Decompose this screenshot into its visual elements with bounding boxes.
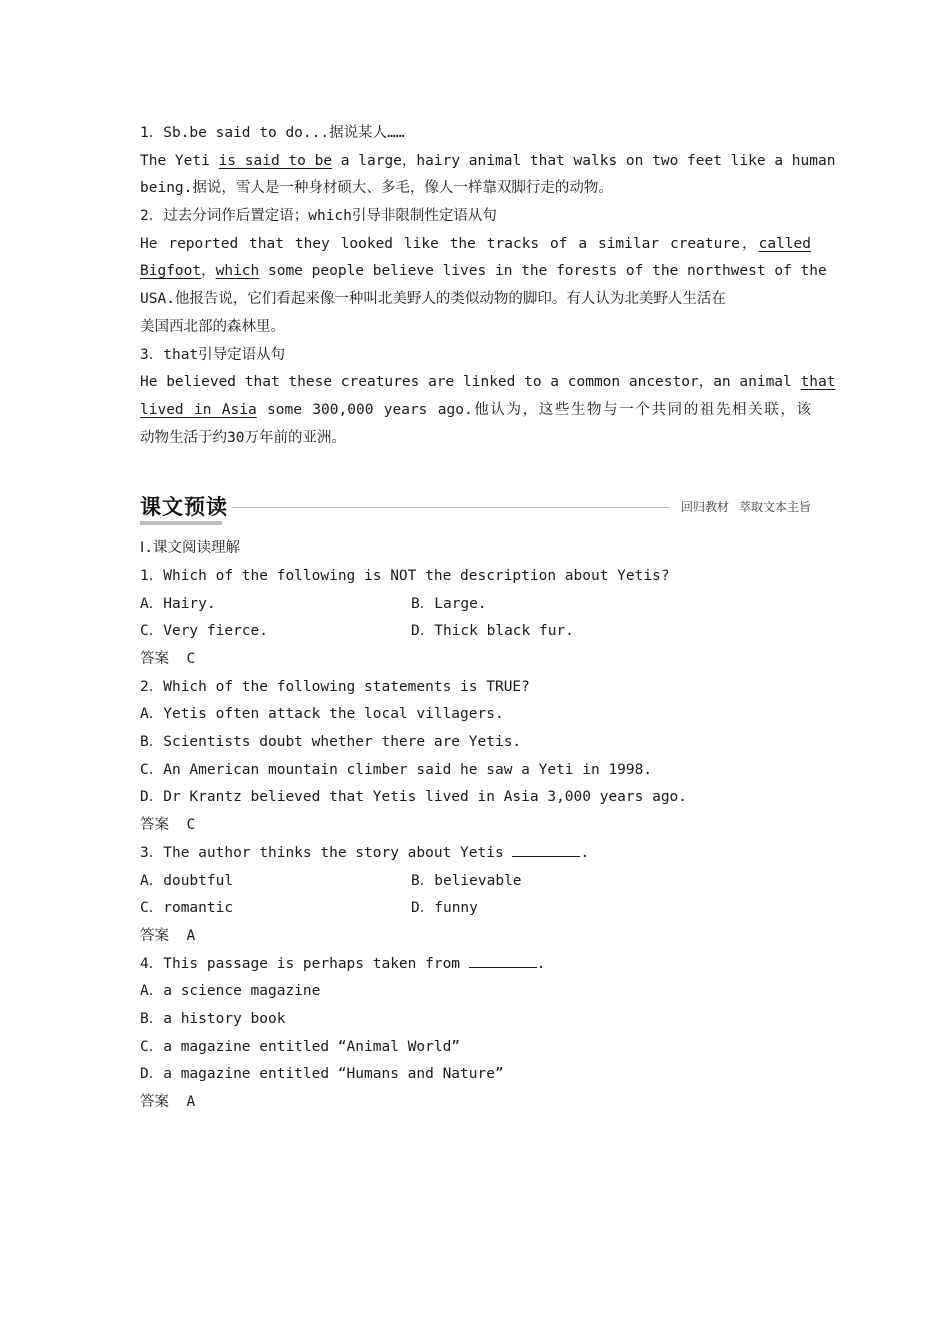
question-3-options-row-2 — [140, 895, 811, 923]
answer-label: 答案 — [140, 1094, 169, 1110]
underlined-phrase: called — [758, 235, 811, 252]
note-2-example-line-4: 美国西北部的森林里。 — [140, 318, 285, 335]
section-subtitle — [681, 498, 811, 515]
question-3-answer — [140, 923, 811, 951]
option-a: A．doubtful — [140, 872, 234, 889]
underlined-phrase: is said to be — [218, 152, 333, 169]
option-d: D．Thick black fur. — [411, 623, 574, 640]
question-1-options-row-1 — [140, 591, 811, 619]
option-c: C．romantic — [140, 900, 234, 917]
option-d: D．a magazine entitled “Humans and Nature” — [140, 1066, 504, 1083]
note-1-title: 1．Sb.be said to do...据说某人…… — [140, 125, 405, 141]
reading-heading: Ⅰ.课文阅读理解 — [140, 540, 241, 557]
text: 3．The author thinks the story about Yetis — [140, 844, 513, 861]
subtitle-part: 萃取文本主旨 — [738, 500, 811, 515]
note-1-example-line-1 — [140, 148, 836, 176]
note-3-title: 3．that引导定语从句 — [140, 346, 286, 363]
option-a: A．Yetis often attack the local villagers. — [140, 706, 504, 723]
text: a large，hairy animal that walks on two feet like a human — [332, 152, 836, 169]
content — [140, 120, 836, 1117]
question-1-stem: 1．Which of the following is NOT the description about Yetis? — [140, 567, 670, 584]
option-b: B．a history book — [140, 1010, 286, 1027]
question-2-stem: 2．Which of the following statements is TRUE? — [140, 678, 530, 695]
question-2-answer — [140, 812, 811, 840]
text: 4．This passage is perhaps taken from — [140, 955, 469, 972]
question-4-stem — [140, 951, 811, 979]
answer-label: 答案 — [140, 651, 169, 667]
question-3-stem — [140, 840, 811, 868]
underlined-phrase: lived in Asia — [140, 401, 257, 418]
section-divider — [232, 507, 669, 508]
note-2-title: 2．过去分词作后置定语；which引导非限制性定语从句 — [140, 208, 497, 225]
subtitle-part: 回归教材 — [680, 500, 729, 515]
text: . — [536, 955, 546, 972]
option-c: C．An American mountain climber said he saw a Yeti in 1998. — [140, 761, 653, 778]
answer-value: A — [186, 1094, 196, 1110]
note-3-example-line-2 — [140, 397, 811, 425]
underlined-phrase: that — [800, 374, 836, 391]
question-1-options-row-2 — [140, 618, 811, 646]
section-title-underline — [140, 521, 222, 525]
section-heading — [140, 489, 811, 529]
answer-value: C — [186, 651, 196, 667]
option-d: D．funny — [411, 900, 478, 917]
underlined-phrase: Bigfoot — [140, 263, 202, 280]
answer-label: 答案 — [140, 927, 169, 944]
underlined-phrase: which — [215, 263, 260, 280]
text: some people believe lives in the forests of the northwest of the — [259, 263, 827, 280]
option-b: B．Scientists doubt whether there are Yetis. — [140, 734, 522, 751]
note-2-example-line-3: USA.他报告说，它们看起来像一种叫北美野人的类似动物的脚印。有人认为北美野人生活在 — [140, 291, 726, 308]
note-1-example-line-2: being.据说，雪人是一种身材硕大、多毛，像人一样靠双脚行走的动物。 — [140, 180, 613, 197]
option-b: B．Large. — [411, 595, 487, 612]
text: some 300,000 years ago.他认为，这些生物与一个共同的祖先相关联，该 — [256, 401, 811, 418]
section-title: 课文预读 — [140, 495, 228, 520]
question-1-answer — [140, 646, 811, 674]
text: He believed that these creatures are linked to a common ancestor，an animal — [140, 374, 801, 391]
answer-value: A — [186, 927, 196, 944]
spacer — [140, 452, 811, 489]
option-a: A．a science magazine — [140, 983, 321, 1000]
option-c: C．a magazine entitled “Animal World” — [140, 1038, 461, 1055]
answer-blank — [469, 952, 537, 968]
option-b: B．believable — [411, 872, 522, 889]
option-c: C．Very fierce. — [140, 623, 268, 640]
text: He reported that they looked like the tracks of a similar creature， — [140, 235, 759, 252]
option-d: D．Dr Krantz believed that Yetis lived in Asia 3,000 years ago. — [140, 789, 688, 806]
note-3-example-line-3: 动物生活于约30万年前的亚洲。 — [140, 429, 346, 446]
note-3-example-line-1 — [140, 369, 836, 397]
answer-blank — [512, 841, 580, 857]
note-2-example-line-1 — [140, 231, 811, 259]
question-4-answer — [140, 1089, 811, 1117]
question-3-options-row-1 — [140, 868, 811, 896]
answer-value: C — [186, 817, 196, 834]
text: . — [580, 844, 590, 861]
answer-label: 答案 — [140, 817, 169, 834]
text: ， — [201, 263, 216, 280]
note-2-example-line-2 — [140, 258, 827, 286]
option-a: A．Hairy. — [140, 595, 216, 612]
text: The Yeti — [140, 152, 219, 169]
